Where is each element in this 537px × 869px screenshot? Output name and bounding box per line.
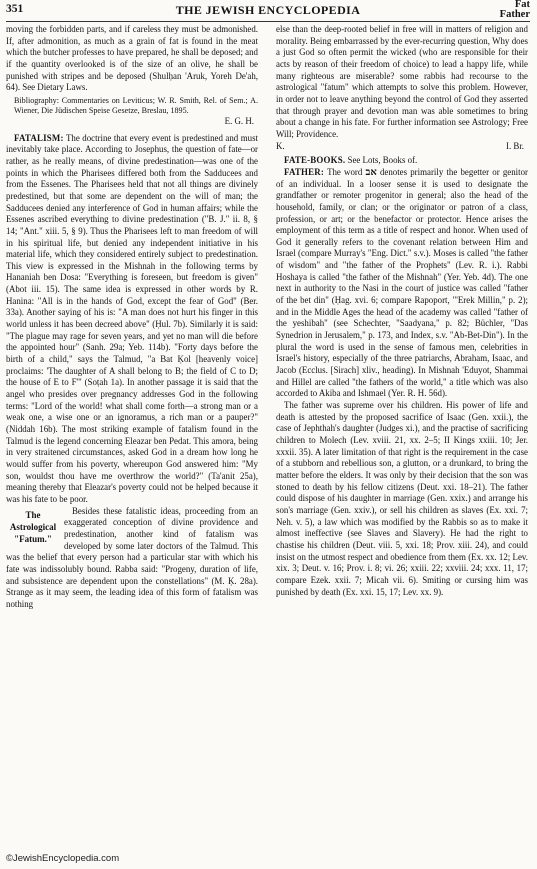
signature-right: I. Br. [506,140,524,151]
signature-left: K. [276,140,285,151]
running-head [500,0,530,20]
fate-books-headword: FATE-BOOKS. [284,155,346,166]
page-title: THE JEWISH ENCYCLOPEDIA [175,3,361,17]
fate-books-entry [276,155,528,167]
running-head-text: Fat Father [499,0,530,20]
author-signature: E. G. H. [224,115,254,126]
bibliography: Bibliography: Commentaries on Leviticus; W. R. Smith, Rel. of Sem.; A. Wiener, Die Jüdischen Speise Gesetze, Breslau, 1895. [14,95,258,115]
left-column [6,24,258,611]
page-number: 351 [6,3,24,15]
fatalism-continuation: else than the deep-rooted belief in free will in matters of religion and morality. Being embarrassed by the ever-recurring question, Why does a just God so often permit the wicked (who are responsible for their acts by reason of their freedom of choice) to lead a happy life, while many righteous are miserable? some rabbis had recourse to the astrological "fatum" which attempts to solve this problem. However, in order not to leave anything beyond the control of God they asserted that through prayer and devotion man was able sometimes to bring about a change in his fate. For further information see Astrology; Free Will; Providence. [276,24,528,139]
sidenote-astrological-fatum: The Astrological "Fatum." [9,509,57,544]
header-rule [6,21,530,22]
father-paragraph-1 [276,167,528,400]
site-watermark: ©JewishEncyclopedia.com [6,853,120,864]
fat-article-continuation: moving the forbidden parts, and if careless they must be admonished. If, after admonition, as much as a grain of fat is found in the meat which the butcher professes to have prepared, he shall be deposed; and if the quantity overlooked is of the size of an olive, he shall be punished with stripes and be deposed (Shulḥan 'Aruk, Yoreh De'ah, 64). See Dietary Laws. [6,24,258,93]
author-signature-row [276,141,528,153]
fatalism-headword: FATALISM: [14,132,64,143]
father-paragraph-2: The father was supreme over his children. His power of life and death is attested by the proposed sacrifice of Isaac (Gen. xxii.), the case of Jephthah's daughter (Judges xi.), and the practise of sacrificing children to Molech (Lev. xviii. 21, xx. 2–5; II Kings xxiii. 10; Jer. xxxii. 35). A later limitation of that right is the requirement in the case of a stubborn and rebellious son, a glutton, or a drunkard, to bring the matter before the elders. It was only by their decision that the son was stoned to death by his fellow citizens (Deut. xxi. 18–21). The father could dispose of his daughter in marriage (Gen. xxix.) and arrange his son's marriage (Gen. xxiv.), or sell his children as slaves (Ex. xxi. 7; Neh. v. 5), a law which was modified by the Rabbis so as to make it almost ineffective (see Slaves and Slavery). He had the right to chastise his children (Deut. viii. 5, xxi. 18; Prov. xiii. 24), and could insist on the utmost respect and obedience from them (Ex. xx. 12; Lev. xix. 3; Deut. v. 16; Prov. i. 8; vi. 26; xxiii. 22; xxviii. 24; xxx. 11, 17; compare Ezek. xxii. 7; Micah vii. 6). Smiting or cursing him was punished by death (Ex. xxi. 15, 17; Lev. xx. 9). [276,400,528,597]
father-text-1a: The word [324,166,366,177]
fatalism-paragraph-1 [6,133,258,506]
fatalism-text-1: The doctrine that every event is predestined and must inevitably take place. According to Josephus, the question of fate—or rather, as he really means, of divine predestination—was one of the points in which the Pharisees differed both from the Sadducees and from the Essenes. The Pharisees held that not all things are divinely predestined, but that some are dependent on the will of man; the Sadducees denied any interference of God in human affairs; while the Essenes ascribed everything to divine predestination ("B. J." ii. 8, § 14; "Ant." xiii. 5, § 9). Thus the Pharisees left to man freedom of will in his spiritual life, but denied any independent initiative in his material life, which they considered entirely subject to predestination. This view is expressed in the Mishnah in the following terms by Hananiah ben Dosa: "Everything is foreseen, but freedom is given" (Abot iii. 15). The same idea is expressed in other words by R. Hanina: "All is in the hands of God, except the fear of God" (Ber. 33a). Another saying of his is: "A man does not hurt his finger in this world unless it has been decreed above" (Ḥul. 7b). Similarly it is said: "The plague may rage for seven years, and yet no man will die before the appointed hour" (Sanh. 29a; Yeb. 114b). "Forty days before the birth of a child," says the Talmud, "a Bat Ḳol [heavenly voice] proclaims: 'The daughter of A shall belong to B; the field of C to D; the house of E to F'" (Soṭah 1a). In another passage it is said that the angel who presides over pregnancy addresses God in the following terms: "Lord of the world! what shall come forth—a strong man or a weak one, a wise one or an ignoramus, a rich man or a pauper?" (Niddah 16b). The most striking example of fatalism found in the Talmud is the legend concerning Eleazar ben Pedat. This amora, being in very straitened circumstances, asked God in a dream how long he would suffer from his poverty, whereupon God answered him: "My son, wouldst thou have me overthrow the world?" (Ta'anit 25a), meaning thereby that Eleazar's poverty could not be helped because it was his fate to be poor. [6,132,258,504]
father-headword: FATHER: [284,166,325,177]
right-column [276,24,528,598]
father-text-1b: denotes primarily the begetter or genitor of an individual. In a looser sense it is used to designate the grandfather or remoter progenitor in general; also the head of the household, family, or clan; or the originator or patron of a class, profession, or art; or the benefactor or protector. Hence arises the employment of this term as a title of respect and honor. When used of God it generally refers to the covenant relation between Him and Israel (compare Murray's "Eng. Dict." s.v.). Moses is called "the father of wisdom" and "the father of the Prophets" (Lev. R. i.). Rabbi Hoshaya is called "the father of the Mishnah" (Yer. Yeb. 4d). The one next in authority to the Nasi in the court of justice was called "father of the bet din" (Ḥag. xvi. 6; compare Rapoport, "'Erek Millin," p. 2); and in the Middle Ages the head of the academy was called "father of the yeshibah" (see Schechter, "Saadyana," p. 82; Büchler, "Das Synedrion in Jerusalem," p. 173, and Index, s.v. "Ab-Bet-Din"). In the plural the word is used in the sense of famous men, celebrities in Israel's history, especially of the three patriarchs, Abraham, Isaac, and Jacob (Ecclus. [Sirach] xliv., heading). In Mishnah 'Eduyot, Shammai and Hillel are called "the fathers of the world," a title which was also accorded to Akiba and Ishmael (Yer. R. H. 56d). [276,166,528,399]
page-header [6,0,530,22]
fate-books-text: See Lots, Books of. [345,155,418,166]
fatalism-paragraph-2 [6,506,258,611]
hebrew-word: אב [365,166,377,178]
fatalism-text-2: Besides these fatalistic ideas, proceeding from an exaggerated conception of divine providence and predestination, another kind of fatalism was developed by some later doctors of the Talmud. This was the belief that every person had a particular star with which his fate was indissolubly bound. Rabba said: "Progeny, duration of life, and subsistence are dependent upon the constellations" (M. Ḳ. 28a). Strange as it may seem, the leading idea of this form of fatalism was nothing [6,505,258,609]
